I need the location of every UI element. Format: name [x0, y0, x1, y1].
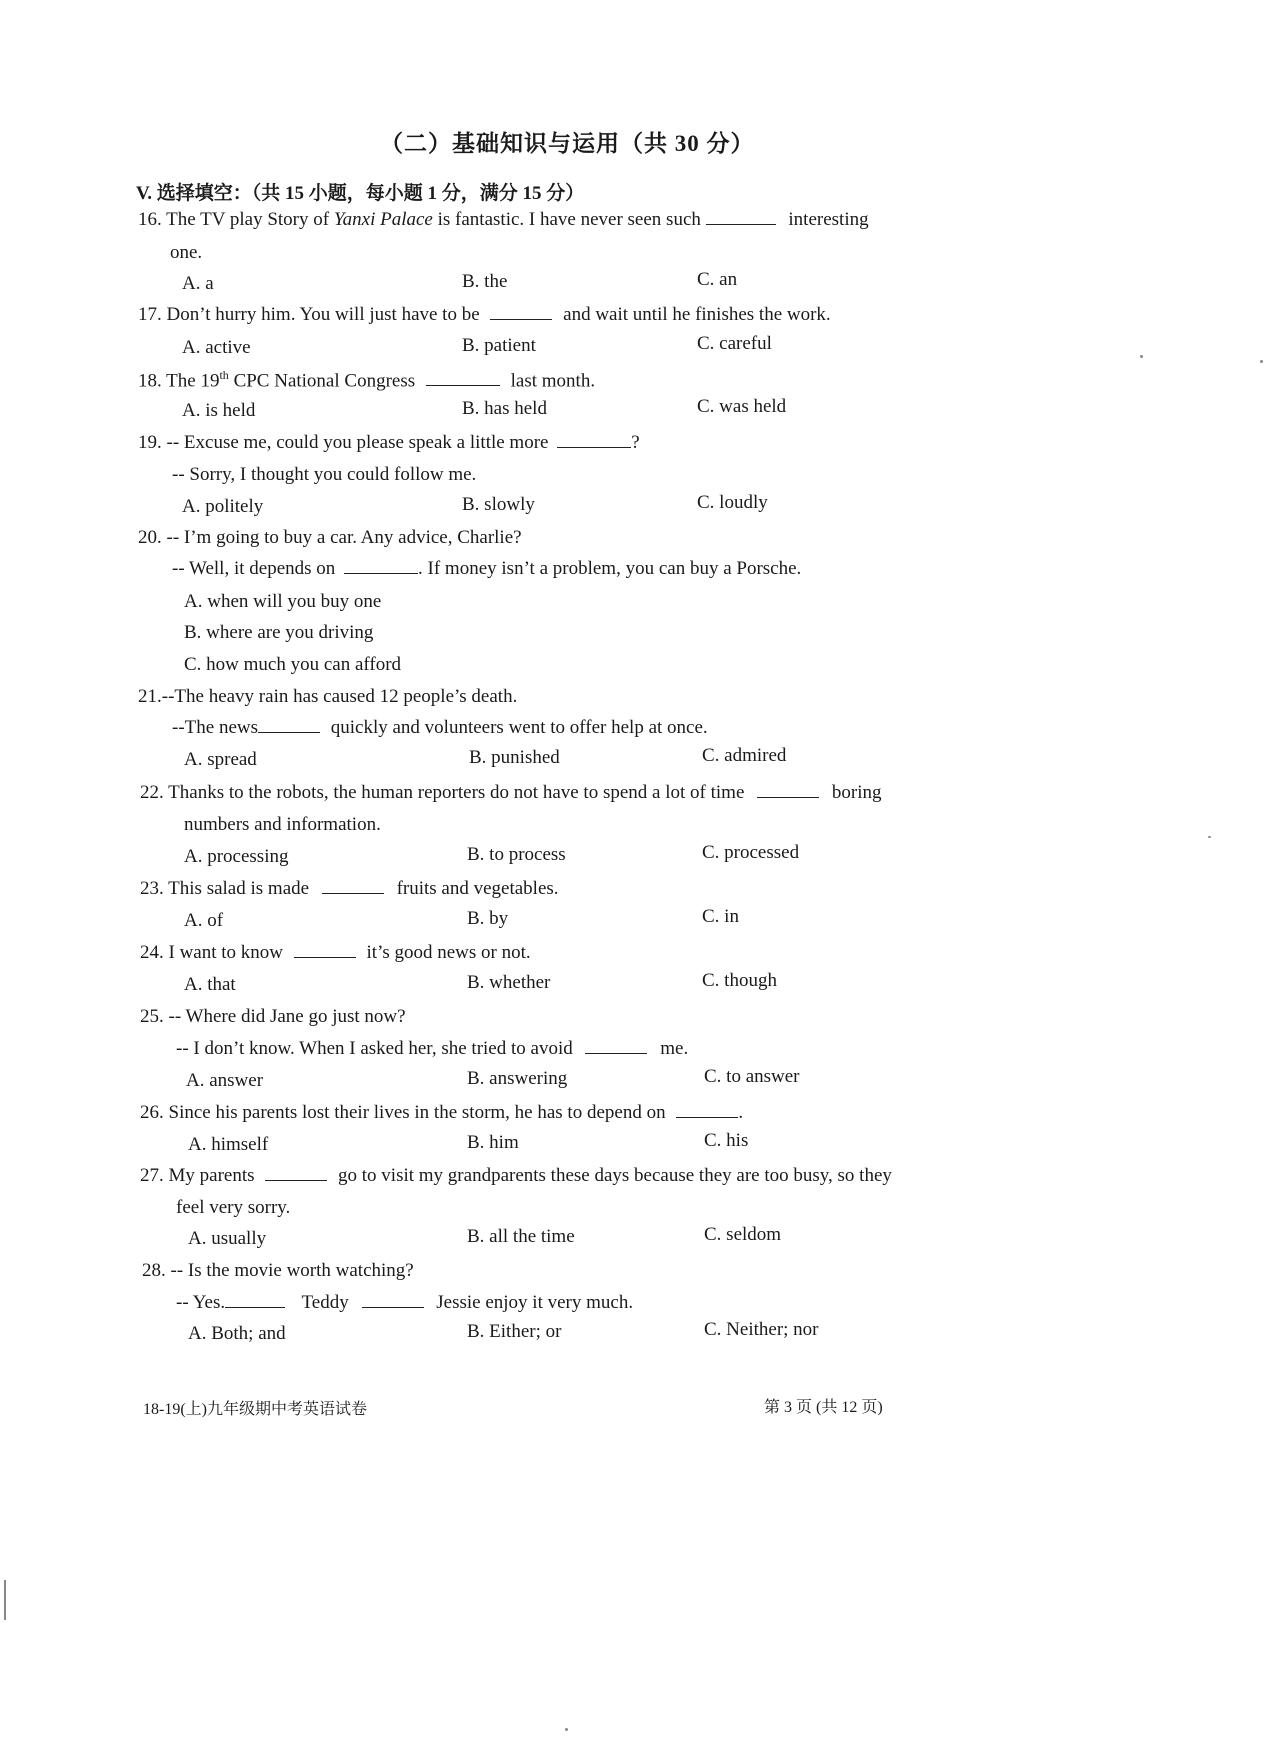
- question-20: [138, 527, 522, 549]
- question-text: --The news: [172, 717, 258, 738]
- question-text: boring: [831, 782, 882, 803]
- scan-speck: [4, 1580, 6, 1620]
- question-text-italic: Yanxi Palace: [333, 209, 433, 230]
- answer-blank: [557, 432, 631, 448]
- question-dialogue: [172, 717, 708, 739]
- question-text: quickly and volunteers went to offer help at once.: [330, 717, 708, 738]
- question-text: The TV play Story of: [166, 209, 330, 230]
- question-text: Don’t hurry him. You will just have to be: [166, 304, 480, 325]
- question-text: Jessie enjoy it very much.: [436, 1292, 634, 1313]
- question-text: fruits and vegetables.: [396, 878, 559, 899]
- question-text: -- Well, it depends on: [172, 558, 336, 579]
- question-number: 23.: [140, 878, 164, 899]
- question-number: 17.: [138, 304, 162, 325]
- question-number: 27.: [140, 1165, 164, 1186]
- answer-blank: [362, 1292, 424, 1308]
- answer-blank: [322, 878, 384, 894]
- option-b: B. has held: [462, 398, 547, 419]
- question-text: This salad is made: [168, 878, 310, 899]
- option-b: B. by: [467, 908, 509, 929]
- option-a: A. active: [182, 337, 251, 358]
- question-number: 28.: [142, 1260, 166, 1281]
- superscript: th: [219, 368, 229, 382]
- answer-blank: [757, 782, 819, 798]
- question-text: go to visit my grandparents these days because they are too busy, so they: [338, 1165, 892, 1186]
- option-c: C. though: [702, 970, 777, 991]
- question-dialogue: [176, 1292, 633, 1314]
- option-c: C. to answer: [704, 1066, 800, 1087]
- question-text: -- Is the movie worth watching?: [170, 1260, 414, 1281]
- question-continuation: feel very sorry.: [176, 1197, 291, 1218]
- option-c: C. admired: [702, 745, 787, 766]
- question-continuation: one.: [170, 242, 203, 263]
- question-number: 26.: [140, 1102, 164, 1123]
- answer-blank: [676, 1102, 738, 1118]
- question-text: and wait until he finishes the work.: [563, 304, 831, 325]
- question-text: . If money isn’t a problem, you can buy a Porsche.: [418, 558, 802, 579]
- question-text: is fantastic. I have never seen such: [437, 209, 701, 230]
- option-a: A. when will you buy one: [184, 591, 382, 612]
- option-c: C. his: [704, 1130, 749, 1151]
- question-text: it’s good news or not.: [366, 942, 531, 963]
- option-b: B. all the time: [467, 1226, 575, 1247]
- question-dialogue: [172, 558, 801, 580]
- question-text: interesting: [788, 209, 869, 230]
- option-c: C. an: [697, 269, 738, 290]
- answer-blank: [294, 942, 356, 958]
- scan-speck: [1140, 355, 1143, 358]
- option-a: A. spread: [184, 749, 257, 770]
- question-number: 19.: [138, 432, 162, 453]
- option-b: B. the: [462, 271, 508, 292]
- question-18: [138, 368, 595, 392]
- question-23: [140, 878, 559, 900]
- option-b: B. to process: [467, 844, 566, 865]
- question-continuation: numbers and information.: [184, 814, 381, 835]
- option-c: C. loudly: [697, 492, 768, 513]
- option-a: A. processing: [184, 846, 289, 867]
- question-text: me.: [660, 1038, 689, 1059]
- option-a: A. that: [184, 974, 236, 995]
- option-a: A. usually: [188, 1228, 267, 1249]
- option-b: B. Either; or: [467, 1321, 562, 1342]
- option-c: C. seldom: [704, 1224, 782, 1245]
- answer-blank: [490, 304, 552, 320]
- question-21: [138, 686, 517, 708]
- question-text: I want to know: [168, 942, 284, 963]
- question-dialogue: [176, 1038, 688, 1060]
- question-text: Thanks to the robots, the human reporters do not have to spend a lot of time: [168, 782, 745, 803]
- answer-blank: [706, 209, 776, 225]
- question-number: 21.: [138, 686, 162, 707]
- question-text: ?: [631, 432, 640, 453]
- option-c: C. how much you can afford: [184, 654, 402, 675]
- option-a: A. of: [184, 910, 224, 931]
- option-b: B. patient: [462, 335, 536, 356]
- question-number: 18.: [138, 370, 162, 392]
- footer-exam-name: 18-19(上)九年级期中考英语试卷: [143, 1401, 367, 1418]
- option-b: B. where are you driving: [184, 622, 374, 643]
- option-a: A. Both; and: [188, 1323, 286, 1344]
- answer-blank: [265, 1165, 327, 1181]
- question-text: --The heavy rain has caused 12 people’s death.: [161, 686, 518, 707]
- option-b: B. punished: [469, 747, 560, 768]
- question-text: My parents: [168, 1165, 255, 1186]
- answer-blank: [225, 1292, 285, 1308]
- question-16: [138, 209, 869, 231]
- question-28: [142, 1260, 414, 1282]
- option-a: A. politely: [182, 496, 264, 517]
- question-text: -- I’m going to buy a car. Any advice, Charlie?: [166, 527, 522, 548]
- question-text: -- I don’t know. When I asked her, she tried to avoid: [176, 1038, 573, 1059]
- question-19: [138, 432, 640, 454]
- question-number: 24.: [140, 942, 164, 963]
- question-text: The 19: [166, 370, 220, 392]
- option-c: C. processed: [702, 842, 800, 863]
- option-a: A. is held: [182, 400, 256, 421]
- option-b: B. answering: [467, 1068, 568, 1089]
- answer-blank: [344, 558, 418, 574]
- question-text: Since his parents lost their lives in the storm, he has to depend on: [168, 1102, 666, 1123]
- option-a: A. a: [182, 273, 214, 294]
- question-text: CPC National Congress: [233, 370, 416, 392]
- question-24: [140, 942, 531, 964]
- section-header: V. 选择填空：（共 15 小题，每小题 1 分，满分 15 分）: [136, 183, 585, 204]
- question-text: Teddy: [301, 1292, 349, 1313]
- question-text: last month.: [510, 370, 596, 392]
- page-title: （二）基础知识与运用（共 30 分）: [380, 131, 755, 156]
- question-number: 20.: [138, 527, 162, 548]
- scan-speck: [1260, 360, 1263, 363]
- answer-blank: [585, 1038, 647, 1054]
- option-b: B. him: [467, 1132, 519, 1153]
- question-dialogue: -- Sorry, I thought you could follow me.: [172, 464, 477, 485]
- option-c: C. was held: [697, 396, 787, 417]
- scan-speck: [565, 1728, 568, 1731]
- question-text: .: [738, 1102, 744, 1123]
- question-26: [140, 1102, 743, 1124]
- question-27: [140, 1165, 892, 1187]
- question-number: 22.: [140, 782, 164, 803]
- question-text: -- Excuse me, could you please speak a little more: [166, 432, 549, 453]
- option-a: A. answer: [186, 1070, 264, 1091]
- answer-blank: [258, 717, 320, 733]
- option-c: C. careful: [697, 333, 772, 354]
- question-number: 16.: [138, 209, 162, 230]
- option-c: C. Neither; nor: [704, 1319, 819, 1340]
- answer-blank: [426, 370, 500, 386]
- option-c: C. in: [702, 906, 739, 927]
- question-25: [140, 1006, 406, 1028]
- option-b: B. slowly: [462, 494, 535, 515]
- question-22: [140, 782, 882, 804]
- footer-page-number: 第 3 页 (共 12 页): [764, 1399, 883, 1416]
- scan-speck: [1208, 836, 1211, 838]
- option-b: B. whether: [467, 972, 551, 993]
- question-text: -- Where did Jane go just now?: [168, 1006, 406, 1027]
- option-a: A. himself: [188, 1134, 269, 1155]
- question-number: 25.: [140, 1006, 164, 1027]
- question-text: -- Yes.: [176, 1292, 226, 1313]
- question-17: [138, 304, 831, 326]
